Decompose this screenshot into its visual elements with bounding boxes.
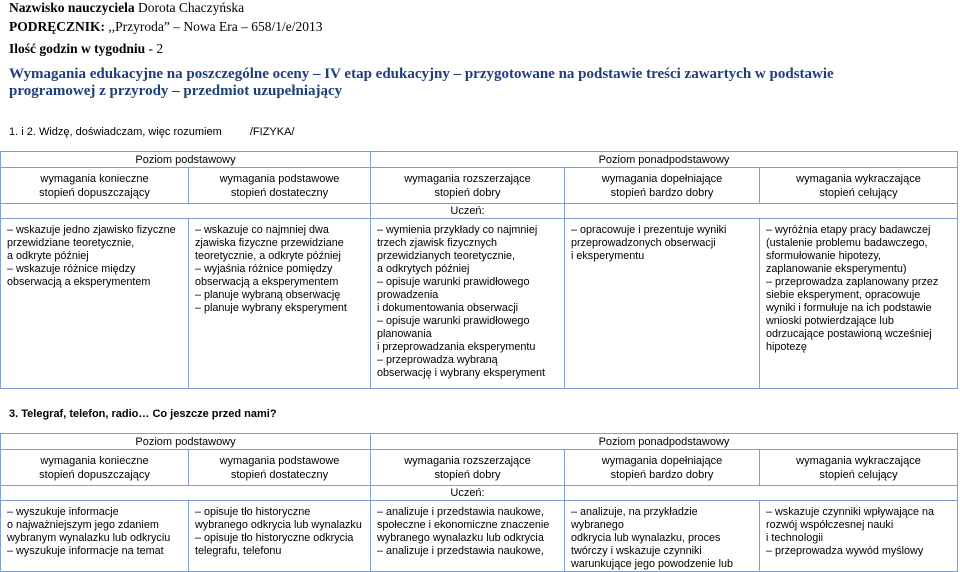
teacher-name: Dorota Chaczyńska: [138, 0, 245, 15]
teacher-line: [9, 0, 244, 16]
level-advanced: Poziom ponadpodstawowy: [371, 152, 958, 168]
student-row: [1, 486, 958, 501]
textbook-label: PODRĘCZNIK:: [9, 19, 106, 34]
requirement-cell: – analizuje i przedstawia naukowe, społeczne i ekonomiczne znaczenie wybranego wynalazku lub odkrycia – analizuje i przedstawia naukowe,: [371, 501, 565, 572]
requirements-row: [1, 501, 958, 572]
student-row: [1, 204, 958, 219]
grade-row: [1, 168, 958, 204]
grade-row: [1, 450, 958, 486]
student-row-blank: [565, 204, 958, 219]
section-1-subject: /FIZYKA/: [249, 126, 295, 138]
requirement-cell: – wyróżnia etapy pracy badawczej (ustalenie problemu badawczego, sformułowanie hipotezy, zaplanowanie eksperymentu) – przeprowadza zaplanowany przez siebie eksperyment, opracowuje wyniki i formułuje na ich podstawie wnioski potwierdzające lub odrzucające postawioną wcześniej hipotezę: [760, 219, 958, 389]
section-1-title: Widzę, doświadczam, więc rozumiem: [38, 126, 222, 138]
grade-header: wymagania podstawowe stopień dostateczny: [189, 168, 371, 204]
grade-header: wymagania konieczne stopień dopuszczający: [1, 450, 189, 486]
grade-header: wymagania wykraczające stopień celujący: [760, 168, 958, 204]
textbook-value: ,,Przyroda” – Nowa Era – 658/1/e/2013: [108, 19, 323, 34]
section-2-heading: [9, 408, 277, 420]
requirement-cell: – wymienia przykłady co najmniej trzech zjawisk fizycznych przewidzianych teoretycznie, a odkrytych później – opisuje warunki prawidłowego prowadzenia i dokumentowania obserwacji – opisuje warunki prawidłowego planowania i przeprowadzania eksperymentu – przeprowadza wybraną obserwację i wybrany eksperyment: [371, 219, 565, 389]
requirement-cell: – wskazuje jedno zjawisko fizyczne przewidziane teoretycznie, a odkryte później – wskazuje różnice między obserwacją a eksperymentem: [1, 219, 189, 389]
requirements-table-2: [0, 433, 958, 572]
grade-header: wymagania konieczne stopień dopuszczający: [1, 168, 189, 204]
teacher-label: Nazwisko nauczyciela: [9, 0, 135, 15]
grade-header: wymagania rozszerzające stopień dobry: [371, 168, 565, 204]
requirement-cell: – opracowuje i prezentuje wyniki przeprowadzonych obserwacji i eksperymentu: [565, 219, 760, 389]
requirement-cell: – wskazuje co najmniej dwa zjawiska fizyczne przewidziane teoretycznie, a odkryte później – wyjaśnia różnice pomiędzy obserwacją a eksperymentem – planuje wybraną obserwację – planuje wybrany eksperyment: [189, 219, 371, 389]
grade-header: wymagania dopełniające stopień bardzo dobry: [565, 450, 760, 486]
textbook-line: [9, 19, 322, 35]
hours-label: Ilość godzin w tygodniu: [9, 41, 146, 56]
requirement-cell: – opisuje tło historyczne wybranego odkrycia lub wynalazku – opisuje tło historyczne odkrycia telegrafu, telefonu: [189, 501, 371, 572]
hours-value: - 2: [148, 41, 164, 56]
requirement-cell: – analizuje, na przykładzie wybranego odkrycia lub wynalazku, proces twórczy i wskazuje czynniki warunkujące jego powodzenie lub: [565, 501, 760, 572]
student-label: Uczeń:: [371, 204, 565, 219]
grade-header: wymagania dopełniające stopień bardzo dobry: [565, 168, 760, 204]
student-label: Uczeń:: [371, 486, 565, 501]
level-row: [1, 152, 958, 168]
level-advanced: Poziom ponadpodstawowy: [371, 434, 958, 450]
requirements-row: [1, 219, 958, 389]
level-basic: Poziom podstawowy: [1, 434, 371, 450]
section-2-title: Telegraf, telefon, radio… Co jeszcze przed nami?: [21, 408, 277, 420]
section-2-number: 3.: [9, 408, 19, 420]
student-row-blank: [1, 204, 371, 219]
hours-line: [9, 41, 163, 57]
requirement-cell: – wskazuje czynniki wpływające na rozwój współczesnej nauki i technologii – przeprowadza wywód myślowy: [760, 501, 958, 572]
student-row-blank: [1, 486, 371, 501]
requirements-table-1: [0, 151, 958, 389]
grade-header: wymagania rozszerzające stopień dobry: [371, 450, 565, 486]
grade-header: wymagania wykraczające stopień celujący: [760, 450, 958, 486]
level-row: [1, 434, 958, 450]
level-basic: Poziom podstawowy: [1, 152, 371, 168]
section-1-heading: [9, 126, 295, 138]
student-row-blank: [565, 486, 958, 501]
requirement-cell: – wyszukuje informacje o najważniejszym jego zdaniem wybranym wynalazku lub odkryciu – wyszukuje informacje na temat: [1, 501, 189, 572]
section-1-number: 1. i 2.: [9, 126, 36, 138]
grade-header: wymagania podstawowe stopień dostateczny: [189, 450, 371, 486]
document-title: Wymagania edukacyjne na poszczególne oceny – IV etap edukacyjny – przygotowane na podstawie treści zawartych w podstawie programowej z przyrody – przedmiot uzupełniający: [9, 66, 834, 99]
